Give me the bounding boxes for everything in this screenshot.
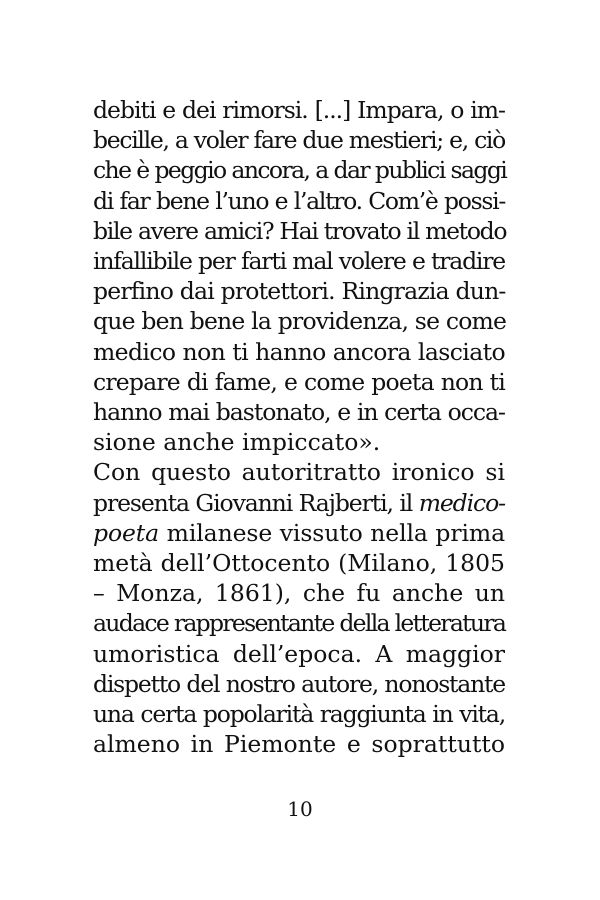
- text-run: milanese vissuto nella prima: [166, 518, 505, 547]
- italic-run: medico-: [418, 488, 505, 517]
- page-number: 10: [287, 797, 313, 821]
- text-run: presenta Giovanni Rajberti, il: [93, 488, 413, 517]
- text-line: becille, a voler fare due mestieri; e, ciò: [93, 126, 505, 155]
- text-line: sione anche impiccato».: [93, 428, 381, 457]
- text-line: metà dell’Ottocento (Milano, 1805: [93, 549, 505, 578]
- text-line: che è peggio ancora, a dar publici saggi: [93, 156, 507, 185]
- text-line-mixed: [93, 488, 505, 518]
- text-line: di far bene l’uno e l’altro. Com’è possi-: [93, 186, 505, 215]
- text-line: debiti e dei rimorsi. [...] Impara, o im-: [93, 96, 505, 124]
- text-line: – Monza, 1861), che fu anche un: [93, 579, 505, 608]
- text-line: bile avere amici? Hai trovato il metodo: [93, 216, 507, 245]
- text-line: dispetto del nostro autore, nonostante: [93, 669, 505, 698]
- text-line: medico non ti hanno ancora lasciato: [93, 337, 505, 366]
- text-line: almeno in Piemonte e soprattutto: [93, 730, 505, 759]
- text-line: que ben bene la providenza, se come: [93, 307, 507, 336]
- text-line: una certa popolarità raggiunta in vita,: [93, 700, 505, 729]
- text-line: hanno mai bastonato, e in certa occa-: [93, 398, 505, 427]
- text-line: audace rappresentante della letteratura: [93, 609, 506, 638]
- text-line: infallibile per farti mal volere e tradire: [93, 247, 505, 276]
- body-text: [93, 95, 505, 759]
- text-line-mixed: [93, 518, 505, 548]
- text-line: perfino dai protettori. Ringrazia dun-: [93, 277, 506, 306]
- text-line: crepare di fame, e come poeta non ti: [93, 367, 505, 396]
- text-line: umoristica dell’epoca. A maggior: [93, 639, 505, 668]
- text-line: Con questo autoritratto ironico si: [93, 458, 505, 487]
- italic-run: poeta: [93, 518, 160, 547]
